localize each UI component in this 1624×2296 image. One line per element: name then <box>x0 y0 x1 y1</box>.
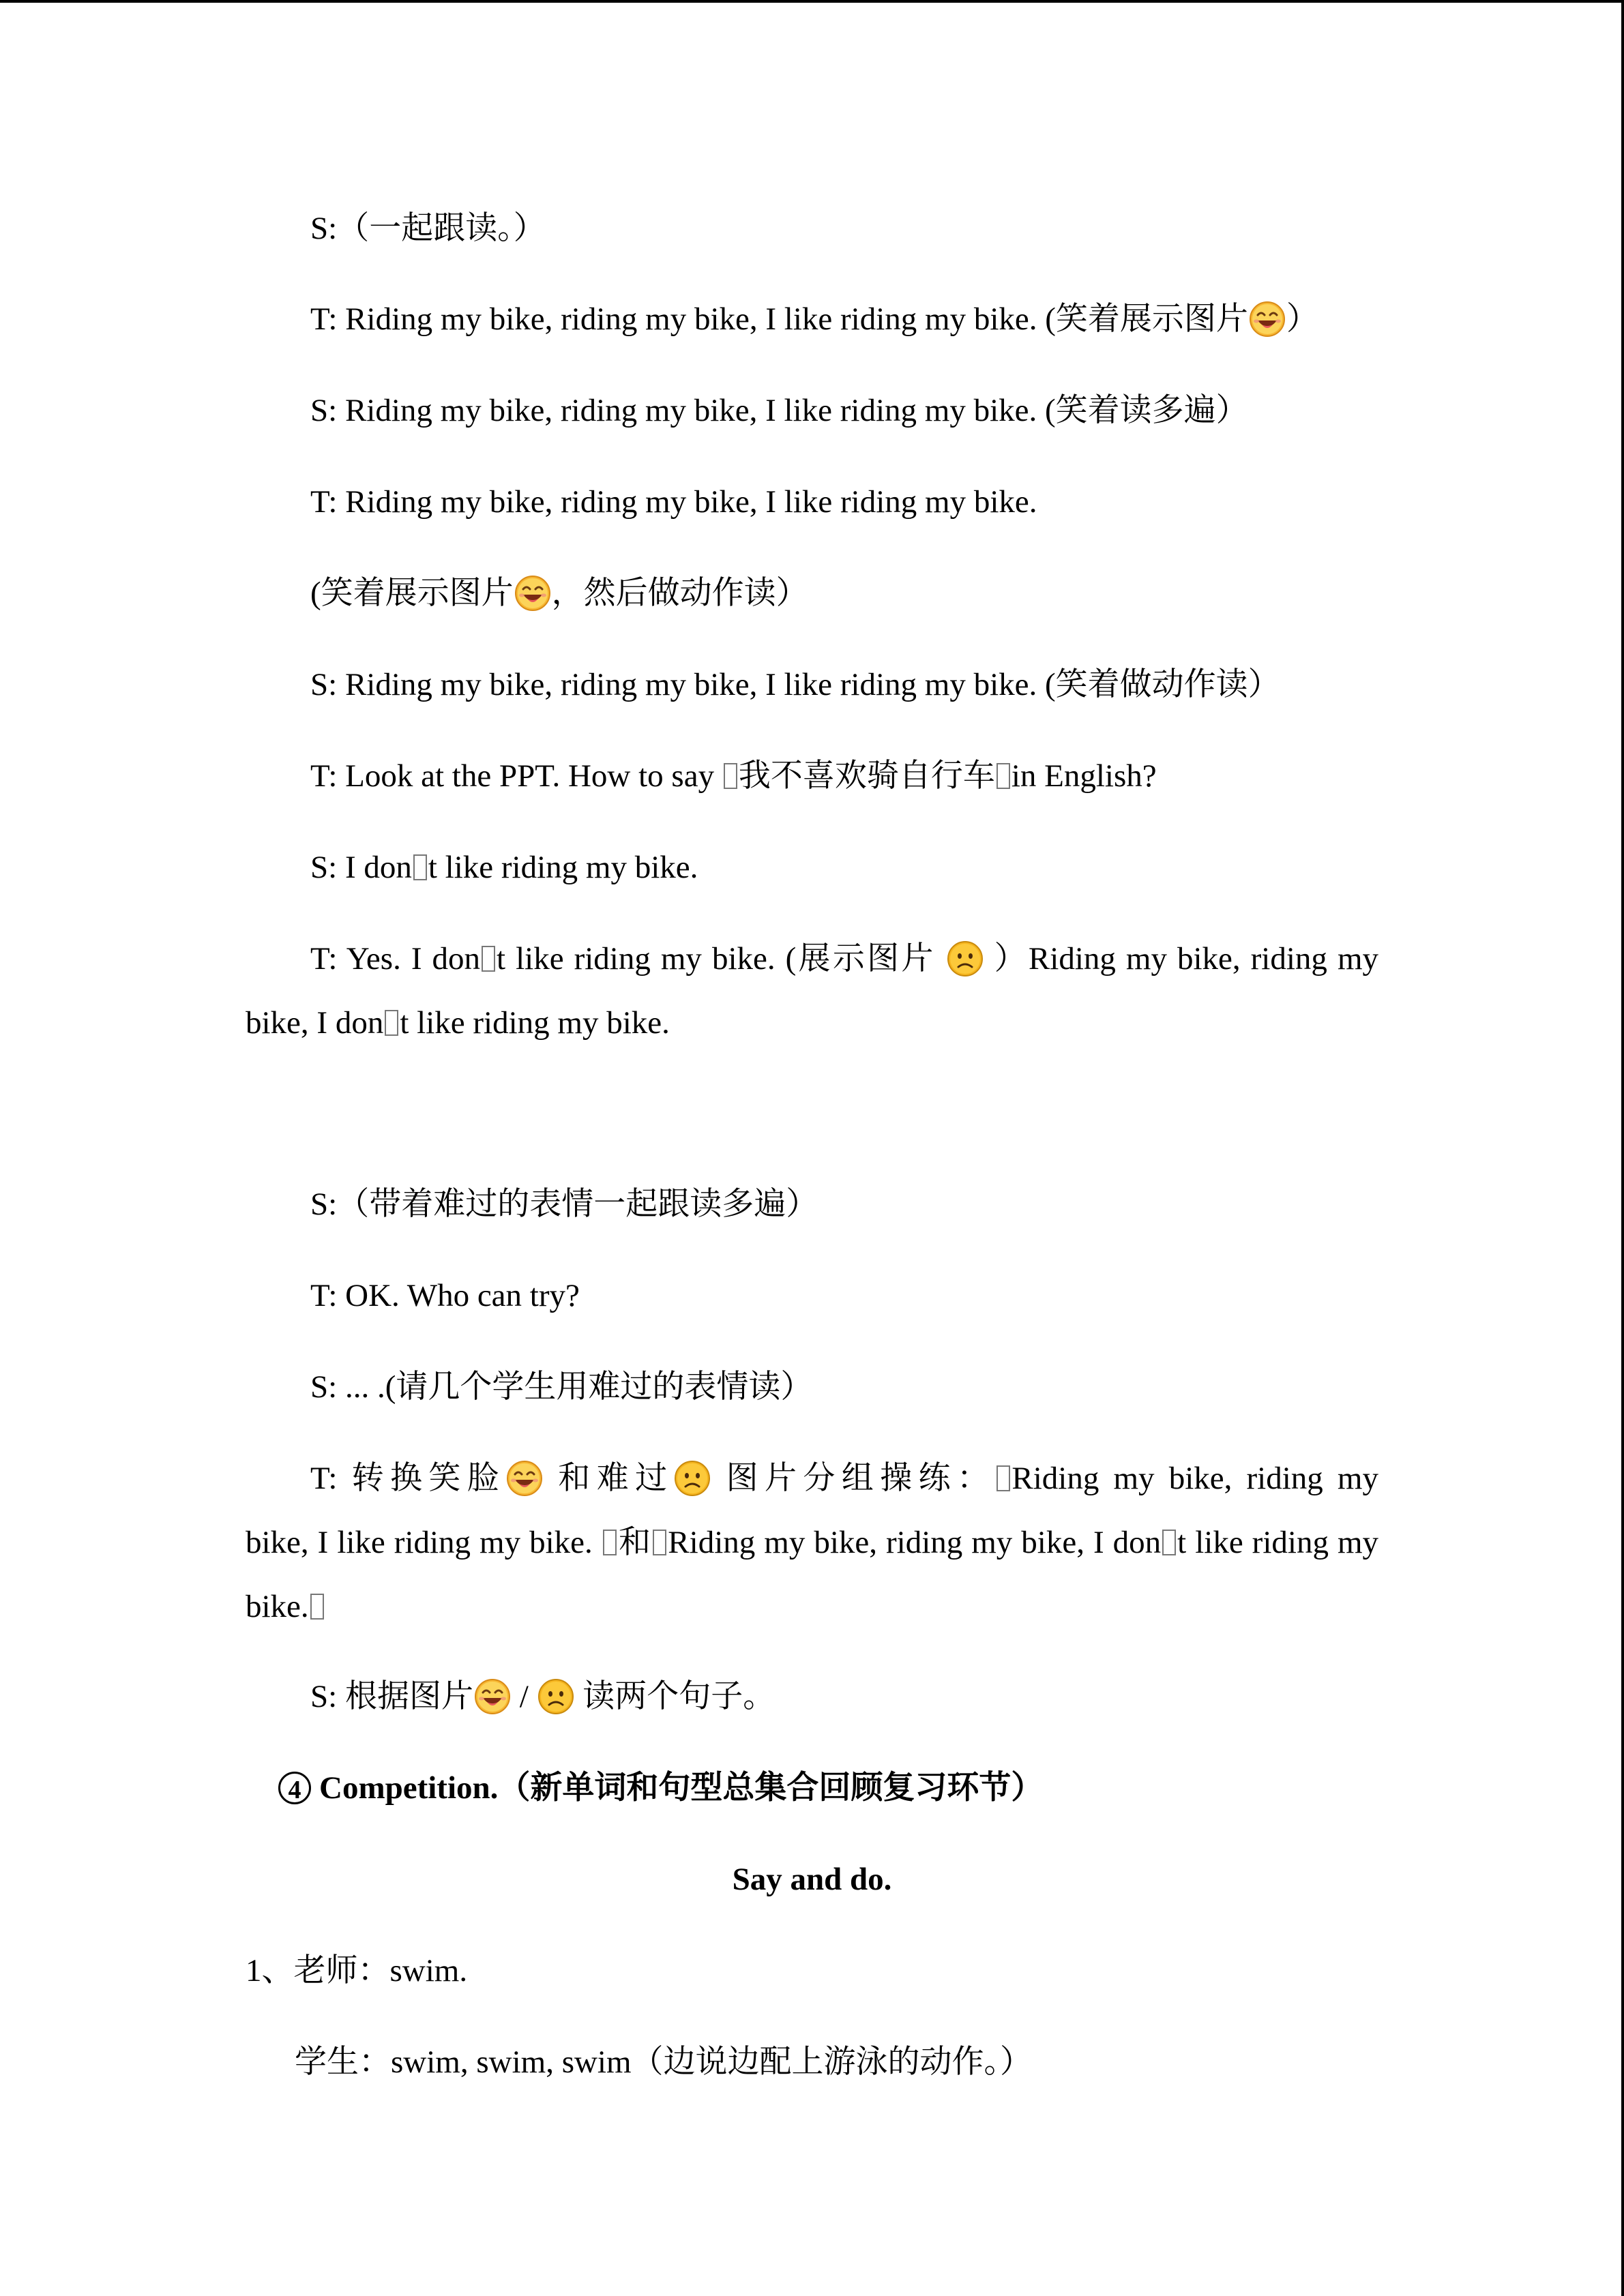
line-text-chinese: 我不喜欢骑自行车 <box>738 758 995 794</box>
line-students-read-many: S: Riding my bike, riding my bike, I like riding my bike. (笑着读多遍） <box>310 393 1248 428</box>
line-teacher-group-practice <box>310 1458 1378 1500</box>
line-students-sad-read: S:（带着难过的表情一起跟读多遍） <box>310 1187 818 1222</box>
line-text-end: Riding my bike, riding my <box>1012 1461 1378 1496</box>
line-text-and: 和 <box>617 1525 652 1560</box>
line-text-mid: Riding my bike, riding my bike, I don <box>668 1525 1162 1560</box>
missing-glyph-box <box>724 763 737 789</box>
line-text: bike, I don <box>246 1005 384 1041</box>
line-students-swim: 学生：swim, swim, swim（边说边配上游泳的动作。） <box>295 2044 1033 2080</box>
missing-glyph-box <box>385 1010 398 1036</box>
line-text: T: Yes. I don <box>310 941 481 976</box>
missing-glyph-box <box>413 854 427 880</box>
line-text-end: ，然后做动作读） <box>551 576 808 611</box>
missing-glyph-box <box>653 1530 666 1555</box>
line-students-read-two <box>310 1676 775 1718</box>
line-show-picture-action <box>310 573 808 615</box>
heading-note: （新单词和句型总集合回顾复习环节） <box>498 1770 1044 1806</box>
missing-glyph-box <box>603 1530 617 1555</box>
missing-glyph-box <box>482 946 495 972</box>
line-group-practice-cont <box>246 1522 1378 1563</box>
laughing-face-icon <box>1248 300 1286 338</box>
line-bike-dont-like <box>246 1002 670 1043</box>
line-teacher-swim: 1、老师：swim. <box>246 1953 468 1988</box>
line-text: (笑着展示图片 <box>310 576 514 611</box>
line-students-act-read: S: Riding my bike, riding my bike, I like riding my bike. (笑着做动作读） <box>310 667 1280 702</box>
line-text: S: 根据图片 <box>310 1679 473 1714</box>
line-text: bike. <box>246 1589 309 1624</box>
line-text: T: 转换笑脸 <box>310 1461 506 1496</box>
line-text-end: t like riding my <box>1177 1525 1378 1560</box>
line-teacher-look-ppt <box>310 756 1157 796</box>
line-text-end: in English? <box>1011 758 1157 794</box>
sad-face-icon <box>537 1678 575 1716</box>
heading-text: Competition. <box>319 1770 499 1806</box>
section-heading-competition <box>278 1768 1043 1808</box>
missing-glyph-box <box>1162 1530 1176 1555</box>
laughing-face-icon <box>505 1459 544 1497</box>
line-teacher-who-can-try: T: OK. Who can try? <box>310 1278 580 1313</box>
line-text-end: 读两个句子。 <box>574 1679 776 1714</box>
line-teacher-riding-like <box>310 299 1318 341</box>
line-text: T: Riding my bike, riding my bike, I like riding my bike. (笑着展示图片 <box>310 301 1248 337</box>
line-text-slash: / <box>511 1679 537 1714</box>
line-text-end: t like riding my bike. <box>428 850 698 885</box>
line-bike-end <box>246 1586 325 1627</box>
line-text: bike, I like riding my bike. <box>246 1525 602 1560</box>
laughing-face-icon <box>514 574 552 612</box>
missing-glyph-box <box>310 1594 324 1620</box>
subheading-say-and-do: Say and do. <box>732 1862 892 1897</box>
line-text: S: I don <box>310 850 412 885</box>
line-students-several-read: S: ... .(请几个学生用难过的表情读） <box>310 1369 813 1405</box>
line-students-follow-read: S:（一起跟读。） <box>310 211 546 246</box>
line-text-mid: t like riding my bike. (展示图片 <box>497 941 946 976</box>
line-text-end: ） <box>1286 301 1318 337</box>
line-students-dont-like <box>310 847 698 888</box>
line-text: T: Look at the PPT. How to say <box>310 758 722 794</box>
line-text-mid: 和难过 <box>544 1461 674 1496</box>
line-teacher-riding: T: Riding my bike, riding my bike, I like riding my bike. <box>310 484 1037 520</box>
circled-number: 4 <box>278 1772 311 1804</box>
missing-glyph-box <box>996 1465 1010 1491</box>
sad-face-icon <box>946 940 984 978</box>
line-text-end: ）Riding my bike, riding my <box>984 941 1378 976</box>
missing-glyph-box <box>996 763 1010 789</box>
line-teacher-yes-dont-like <box>310 938 1378 981</box>
line-text-end: t like riding my bike. <box>400 1005 670 1041</box>
line-text-mid2: 图片分组操练： <box>711 1461 996 1496</box>
sad-face-icon <box>673 1459 711 1497</box>
laughing-face-icon <box>473 1678 512 1716</box>
